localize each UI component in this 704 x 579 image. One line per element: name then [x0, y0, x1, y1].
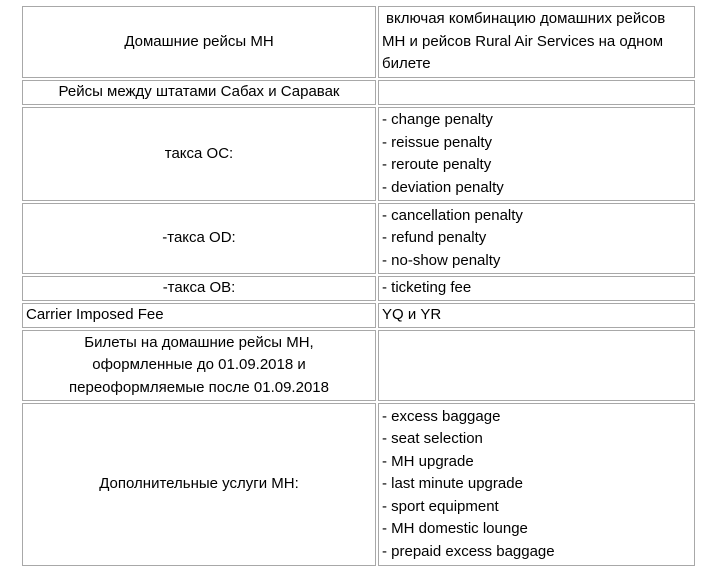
value-line: МН и рейсов Rural Air Services на одном — [382, 32, 664, 50]
value-line: - reroute penalty — [382, 156, 492, 173]
value-line: включая комбинацию домашних рейсов — [386, 10, 666, 28]
row-label-sabah-sarawak: Рейсы между штатами Сабах и Саравак — [22, 80, 376, 105]
row-label-domestic-flights: Домашние рейсы МН — [22, 6, 376, 78]
row-label-tickets-issued — [22, 330, 376, 401]
row-value-tax-od — [378, 203, 695, 274]
value-line: билете — [382, 55, 431, 73]
value-line: - no-show penalty — [382, 251, 501, 269]
table-row — [22, 276, 695, 301]
value-line: - MH domestic lounge — [382, 520, 528, 538]
row-value-carrier-fee — [378, 303, 695, 328]
row-value-tax-ob — [378, 276, 695, 301]
row-value-tickets-issued — [378, 330, 695, 401]
row-label-tax-ob: -такса OB: — [22, 276, 376, 301]
value-line: - excess baggage — [382, 407, 501, 425]
row-value-sabah-sarawak — [378, 80, 695, 105]
table-row — [22, 330, 695, 401]
value-line: - reissue penalty — [382, 133, 493, 151]
value-line: - MH upgrade — [382, 452, 474, 470]
label-line: переоформляемые после 01.09.2018 — [69, 378, 329, 396]
row-label-tax-od: -такса OD: — [22, 203, 376, 274]
row-value-additional-services — [378, 403, 695, 566]
value-line: - cancellation penalty — [382, 206, 523, 224]
row-value-domestic-flights — [378, 6, 695, 78]
value-line: - prepaid excess baggage — [382, 542, 555, 560]
table-row — [22, 403, 695, 566]
row-label-carrier-fee: Carrier Imposed Fee — [22, 303, 376, 328]
table-row — [22, 6, 695, 78]
value-line: YQ и YR — [382, 306, 442, 324]
value-line: - deviation penalty — [382, 178, 504, 196]
row-value-tax-oc — [378, 107, 695, 201]
label-line: оформленные до 01.09.2018 и — [92, 356, 306, 374]
table-row — [22, 203, 695, 274]
value-line: - ticketing fee — [382, 279, 472, 297]
table-row — [22, 80, 695, 105]
table-row — [22, 303, 695, 328]
value-line: - refund penalty — [382, 229, 487, 247]
fees-table — [20, 4, 697, 568]
value-line: - seat selection — [382, 430, 483, 448]
table-row — [22, 107, 695, 201]
label-line: Билеты на домашние рейсы МН, — [84, 333, 314, 351]
row-label-tax-oc: такса OC: — [22, 107, 376, 201]
row-label-additional-services: Дополнительные услуги МН: — [22, 403, 376, 566]
value-line: - change penalty — [382, 111, 493, 128]
value-line: - sport equipment — [382, 497, 499, 515]
value-line: - last minute upgrade — [382, 475, 523, 493]
